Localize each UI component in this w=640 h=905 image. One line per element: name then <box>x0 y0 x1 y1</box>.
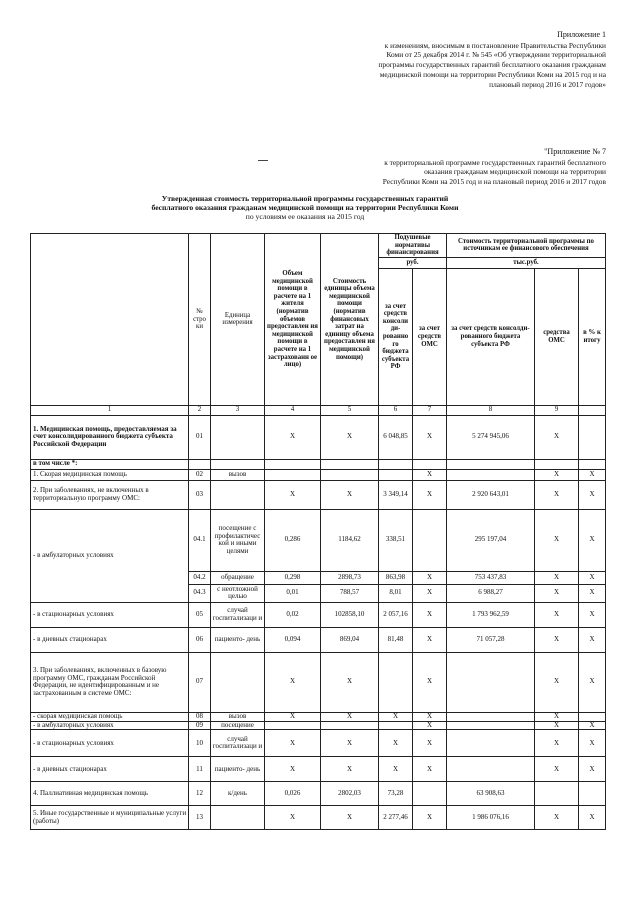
table-row <box>31 509 606 571</box>
header-oms-cost: средства ОМС <box>535 268 579 405</box>
table-cell: 04.2 <box>189 571 211 584</box>
table-cell: 05 <box>189 602 211 627</box>
table-cell: X <box>321 806 379 830</box>
table-cell: X <box>413 571 447 584</box>
table-cell: X <box>535 730 579 757</box>
table-cell: 102858,10 <box>321 602 379 627</box>
table-cell: 2 920 643,01 <box>447 480 535 509</box>
table-cell: вызов <box>211 712 265 721</box>
table-cell: X <box>579 757 606 782</box>
appendix-1-title: Приложение 1 <box>557 30 606 39</box>
table-cell: X <box>579 730 606 757</box>
row-label: 4. Паллиативная медицинская помощь <box>31 782 189 806</box>
header-unit: Единица измерения <box>211 234 265 406</box>
appendix-7-line: к территориальной программе государственных гарантий бесплатного <box>384 157 606 167</box>
col-number: 2 <box>189 405 211 415</box>
table-cell <box>447 652 535 712</box>
table-cell: 01 <box>189 415 211 459</box>
table-cell <box>447 757 535 782</box>
document-title-line: бесплатного оказания гражданам медицинской помощи на территории Республики Коми <box>151 202 459 212</box>
table-cell: с неотложной целью <box>211 584 265 602</box>
table-cell <box>579 782 606 806</box>
table-cell: X <box>535 469 579 480</box>
table-cell <box>211 480 265 509</box>
header-pct: в % к итогу <box>579 268 606 405</box>
table-cell: X <box>579 571 606 584</box>
table-row <box>31 730 606 757</box>
table-cell: X <box>321 415 379 459</box>
table-cell: X <box>413 652 447 712</box>
table-cell: 869,04 <box>321 627 379 652</box>
table-cell <box>379 459 413 469</box>
table-row <box>31 757 606 782</box>
table-cell: X <box>535 757 579 782</box>
table-cell: 09 <box>189 721 211 730</box>
col-number: 7 <box>413 405 447 415</box>
table-cell: X <box>535 627 579 652</box>
table-row <box>31 459 606 469</box>
table-cell: X <box>265 652 321 712</box>
table-cell <box>447 459 535 469</box>
table-cell <box>379 721 413 730</box>
appendix-1-line: медицинской помощи на территории Республики Коми на 2015 год и на <box>379 69 606 79</box>
cost-table <box>30 233 606 830</box>
table-cell: X <box>265 757 321 782</box>
table-cell: X <box>579 602 606 627</box>
table-cell: 06 <box>189 627 211 652</box>
table-cell: пациенто- день <box>211 627 265 652</box>
table-cell: посещение с профилактичес кой и иными целями <box>211 509 265 571</box>
table-cell: X <box>265 712 321 721</box>
table-cell <box>265 721 321 730</box>
table-cell <box>379 652 413 712</box>
table-cell: 6 988,27 <box>447 584 535 602</box>
table-cell: X <box>321 480 379 509</box>
document-title-line: по условиям ее оказания на 2015 год <box>245 211 365 221</box>
table-cell: 02 <box>189 469 211 480</box>
table-cell: X <box>379 712 413 721</box>
table-cell <box>379 469 413 480</box>
table-row <box>31 712 606 721</box>
table-row <box>31 627 606 652</box>
col-number: 9 <box>535 405 579 415</box>
row-label: - в амбулаторных условиях <box>31 721 189 730</box>
table-cell: 11 <box>189 757 211 782</box>
table-cell <box>265 469 321 480</box>
row-label: - в дневных стационарах <box>31 627 189 652</box>
table-cell: 0,02 <box>265 602 321 627</box>
table-cell <box>579 415 606 459</box>
row-label: 1. Медицинская помощь, предоставляемая за счет консолидированного бюджета субъекта Российской Федерации <box>31 415 189 459</box>
separator-dash <box>258 160 268 161</box>
table-cell: X <box>413 806 447 830</box>
row-label: - в стационарных условиях <box>31 602 189 627</box>
row-label: - в стационарных условиях <box>31 730 189 757</box>
document-title-line: Утвержденная стоимость территориальной программы государственных гарантий <box>161 194 449 203</box>
table-cell: X <box>535 480 579 509</box>
header-volume: Объем медицинской помощи в расчете на 1 жителя (норматив объемов предоставлен ия медицинской помощи в расчете на 1 застрахованн ое лицо) <box>265 234 321 406</box>
row-label: 1. Скорая медицинская помощь <box>31 469 189 480</box>
table-row <box>31 782 606 806</box>
table-cell: случай госпитализаци и <box>211 730 265 757</box>
table-cell: 0,01 <box>265 584 321 602</box>
appendix-7-line: оказания гражданам медицинской помощи на территории <box>424 167 606 177</box>
table-cell: 3 349,14 <box>379 480 413 509</box>
header-cost-unit: тыс.руб. <box>447 257 606 268</box>
table-cell: 04.1 <box>189 509 211 571</box>
table-cell: 6 048,85 <box>379 415 413 459</box>
table-cell <box>211 415 265 459</box>
table-cell: 2898,73 <box>321 571 379 584</box>
table-body <box>31 415 606 830</box>
table-cell: 753 437,83 <box>447 571 535 584</box>
table-cell: 71 057,28 <box>447 627 535 652</box>
table-cell: 73,28 <box>379 782 413 806</box>
table-cell: 2 277,46 <box>379 806 413 830</box>
table-row <box>31 652 606 712</box>
table-cell: обращение <box>211 571 265 584</box>
table-cell: 1184,62 <box>321 509 379 571</box>
table-cell: 13 <box>189 806 211 830</box>
table-row <box>31 721 606 730</box>
table-cell: X <box>379 757 413 782</box>
table-cell: X <box>413 757 447 782</box>
table-cell: X <box>413 712 447 721</box>
table-cell: X <box>535 721 579 730</box>
table-cell <box>447 721 535 730</box>
table-cell <box>447 469 535 480</box>
col-number: 1 <box>31 405 189 415</box>
table-cell: X <box>579 469 606 480</box>
table-cell: 10 <box>189 730 211 757</box>
header-budget-cost: за счет средств консолди- рованного бюджета субъекта РФ <box>447 268 535 405</box>
table-cell: X <box>413 730 447 757</box>
table-cell: 1 793 962,59 <box>447 602 535 627</box>
table-cell: X <box>579 721 606 730</box>
appendix-7-header <box>306 147 606 187</box>
table-cell <box>413 459 447 469</box>
table-cell: X <box>321 730 379 757</box>
table-cell <box>321 721 379 730</box>
table-cell: X <box>265 480 321 509</box>
table-cell: X <box>535 652 579 712</box>
table-cell: 03 <box>189 480 211 509</box>
appendix-1-line: программы государственных гарантий бесплатного оказания гражданам <box>378 60 606 70</box>
header-per-capita-unit: руб. <box>379 257 447 268</box>
table-cell: 0,094 <box>265 627 321 652</box>
table-cell <box>579 459 606 469</box>
table-cell <box>189 459 211 469</box>
table-cell <box>211 652 265 712</box>
row-label: - в амбулаторных условиях <box>31 509 189 602</box>
table-cell: X <box>265 415 321 459</box>
table-cell: X <box>535 806 579 830</box>
row-label: 3. При заболеваниях, включенных в базовую программу ОМС, гражданам Российской Федерации, не идентифицированным и не застрахованным в системе ОМС: <box>31 652 189 712</box>
table-cell: X <box>413 469 447 480</box>
table-cell: случай госпитализаци и <box>211 602 265 627</box>
table-cell: 338,51 <box>379 509 413 571</box>
table-cell: 63 908,63 <box>447 782 535 806</box>
table-cell: X <box>265 806 321 830</box>
table-cell: 8,01 <box>379 584 413 602</box>
col-number: 6 <box>379 405 413 415</box>
table-cell: X <box>579 509 606 571</box>
row-label: - в дневных стационарах <box>31 757 189 782</box>
appendix-1-line: к изменениям, вносимым в постановление Правительства Республики <box>384 40 606 50</box>
col-number: 8 <box>447 405 535 415</box>
table-cell: 0,286 <box>265 509 321 571</box>
table-cell <box>265 459 321 469</box>
table-cell: X <box>535 712 579 721</box>
table-cell: X <box>413 415 447 459</box>
table-cell: 81,48 <box>379 627 413 652</box>
col-number: 4 <box>265 405 321 415</box>
table-cell: X <box>535 509 579 571</box>
table-cell: к/день <box>211 782 265 806</box>
table-cell: 863,98 <box>379 571 413 584</box>
table-cell <box>413 782 447 806</box>
appendix-7-title: "Приложение № 7 <box>544 147 606 156</box>
table-cell: X <box>579 584 606 602</box>
table-cell: 0,026 <box>265 782 321 806</box>
table-cell <box>211 459 265 469</box>
col-number: 5 <box>321 405 379 415</box>
table-cell: X <box>321 712 379 721</box>
table-cell: 2 057,16 <box>379 602 413 627</box>
table-cell: 04.3 <box>189 584 211 602</box>
table-cell: X <box>265 730 321 757</box>
table-cell <box>413 509 447 571</box>
table-cell: X <box>579 806 606 830</box>
table-cell: 12 <box>189 782 211 806</box>
col-number <box>579 405 606 415</box>
table-cell <box>211 806 265 830</box>
table-cell: 07 <box>189 652 211 712</box>
row-label: - скорая медицинская помощь <box>31 712 189 721</box>
table-cell: X <box>579 627 606 652</box>
header-per-capita: Подушевые нормативы финансирования <box>379 234 447 258</box>
table-row <box>31 806 606 830</box>
table-cell: X <box>413 584 447 602</box>
appendix-1-line: плановый период 2016 и 2017 годов» <box>489 79 606 89</box>
table-cell <box>535 459 579 469</box>
table-cell <box>447 730 535 757</box>
table-cell: 295 197,04 <box>447 509 535 571</box>
table-row <box>31 415 606 459</box>
appendix-7-line: Республики Коми на 2015 год и на плановый период 2016 и 2017 годов <box>382 177 606 187</box>
header-oms-per-capita: за счет средств ОМС <box>413 268 447 405</box>
document-title <box>140 195 470 222</box>
header-row-no: № стро ки <box>189 234 211 406</box>
table-cell <box>321 469 379 480</box>
row-label: в том числе *: <box>31 459 189 469</box>
table-cell: 5 274 945,06 <box>447 415 535 459</box>
table-cell: X <box>535 602 579 627</box>
row-label: 5. Иные государственные и муниципальные услуги (работы) <box>31 806 189 830</box>
table-row <box>31 480 606 509</box>
table-cell: X <box>321 652 379 712</box>
table-cell: 1 986 076,16 <box>447 806 535 830</box>
table-cell: 08 <box>189 712 211 721</box>
table-cell: X <box>413 721 447 730</box>
header-cost: Стоимость территориальной программы по источникам ее финансового обеспечения <box>447 234 606 258</box>
table-cell: X <box>535 584 579 602</box>
table-cell: X <box>413 602 447 627</box>
table-cell <box>535 782 579 806</box>
table-cell: X <box>535 571 579 584</box>
table-cell: X <box>413 480 447 509</box>
table-cell: вызов <box>211 469 265 480</box>
table-cell: пациенто- день <box>211 757 265 782</box>
table-cell: посещение <box>211 721 265 730</box>
table-cell: X <box>579 652 606 712</box>
table-row <box>31 469 606 480</box>
row-label: 2. При заболеваниях, не включенных в территориальную программу ОМС: <box>31 480 189 509</box>
table-row <box>31 602 606 627</box>
table-cell <box>579 712 606 721</box>
table-cell: X <box>379 730 413 757</box>
col-number: 3 <box>211 405 265 415</box>
table-cell: X <box>413 627 447 652</box>
header-budget-per-capita: за счет средств консоли ди- рованно го бюджета субъекта РФ <box>379 268 413 405</box>
header-name <box>31 234 189 406</box>
header-unit-cost: Стоимость единицы объема медицинской помощи (норматив финансовых затрат на единицу объема предоставлен ия медицинской помощи) <box>321 234 379 406</box>
appendix-1-line: Коми от 25 декабря 2014 г. № 545 «Об утверждении территориальной <box>386 50 606 60</box>
appendix-1-header <box>306 30 606 89</box>
table-cell: X <box>579 480 606 509</box>
table-cell: 2802,03 <box>321 782 379 806</box>
table-cell <box>321 459 379 469</box>
table-cell: X <box>535 415 579 459</box>
table-cell: X <box>321 757 379 782</box>
table-cell: 788,57 <box>321 584 379 602</box>
table-cell: 0,298 <box>265 571 321 584</box>
table-cell <box>447 712 535 721</box>
